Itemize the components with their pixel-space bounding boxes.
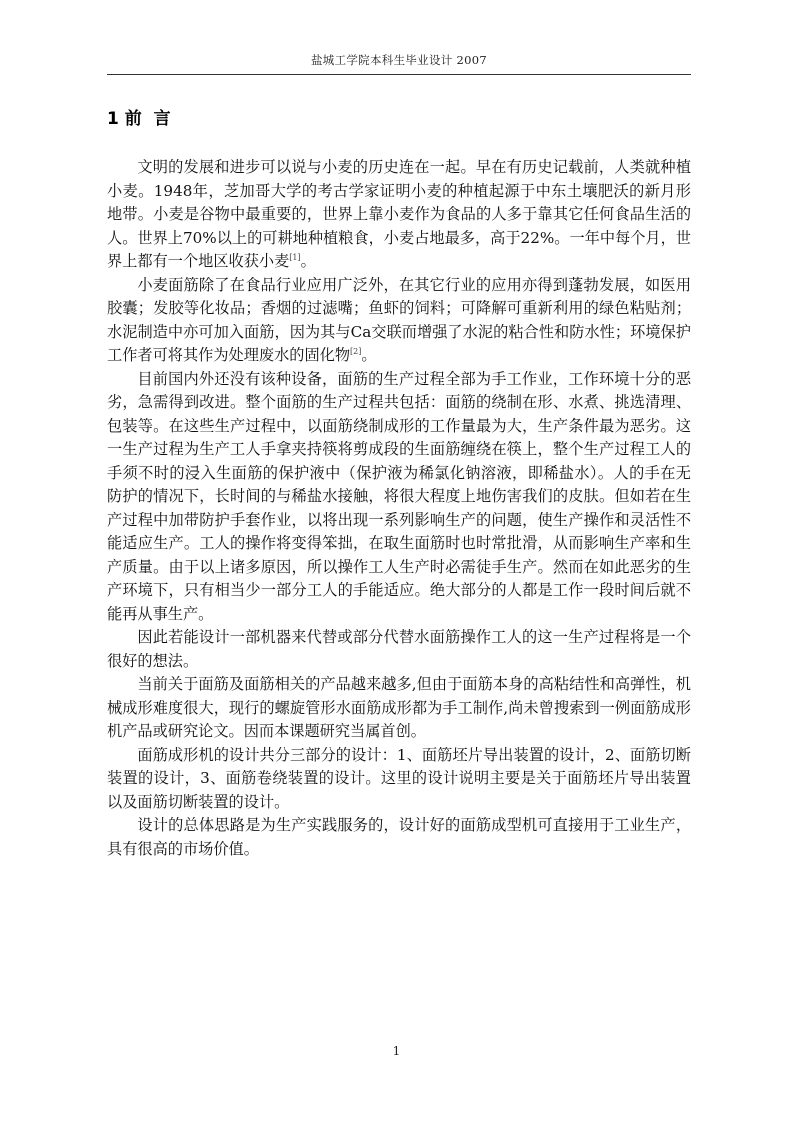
page-number: 1 <box>392 1044 401 1058</box>
paragraph: 因此若能设计一部机器来代替或部分代替水面筋操作工人的这一生产过程将是一个很好的想法。 <box>107 628 691 670</box>
citation: [1] <box>289 253 301 262</box>
paragraph: 目前国内外还没有该种设备，面筋的生产过程全部为手工作业，工作环境十分的恶劣，急需得到改进。整个面筋的生产过程共包括：面筋的绕制在形、水煮、挑选清理、包装等。在这些生产过程中，以面筋绕制成形的工作量最为大，生产条件最为恶劣。这一生产过程为生产工人手拿夹持筷将剪成段的生面筋缠绕在筷上，整个生产过程工人的手须不时的浸入生面筋的保护液中（保护液为稀氯化钠溶液，即稀盐水）。人的手在无防护的情况下，长时间的与稀盐水接触，将很大程度上地伤害我们的皮肤。但如若在生产过程中加带防护手套作业，以将出现一系列影响生产的问题，使生产操作和灵活性不能适应生产。工人的操作将变得笨拙，在取生面筋时也时常批滑，从而影响生产率和生产质量。由于以上诸多原因，所以操作工人生产时必需徒手生产。然而在如此恶劣的生产环境下，只有相当少一部分工人的手能适应。绝大部分的人都是工作一段时间后就不能再从事生产。 <box>107 369 691 623</box>
header-divider <box>107 74 691 75</box>
section-heading: 1 前 言 <box>107 109 171 129</box>
paragraph: 小麦面筋除了在食品行业应用广泛外，在其它行业的应用亦得到蓬勃发展，如医用胶囊；发胶等化妆品；香烟的过滤嘴；鱼虾的饲料；可降解可重新利用的绿色粘贴剂；水泥制造中亦可加入面筋，因为其与Ca交联而增强了水泥的粘合性和防水性；环境保护工作者可将其作为处理废水的固化物[2]。 <box>107 275 691 364</box>
paragraph: 设计的总体思路是为生产实践服务的，设计好的面筋成型机可直接用于工业生产，具有很高的市场价值。 <box>107 816 691 858</box>
citation: [2] <box>350 347 362 356</box>
paragraph: 面筋成形机的设计共分三部分的设计：1、面筋坯片导出装置的设计，2、面筋切断装置的设计，3、面筋卷绕装置的设计。这里的设计说明主要是关于面筋坯片导出装置以及面筋切断装置的设计。 <box>107 745 691 811</box>
running-header: 盐城工学院本科生毕业设计 2007 <box>310 53 488 67</box>
paragraph: 当前关于面筋及面筋相关的产品越来越多,但由于面筋本身的高粘结性和高弹性，机械成形难度很大，现行的螺旋管形水面筋成形都为手工制作,尚未曾搜索到一例面筋成形机产品或研究论文。因而本课题研究当属首创。 <box>107 675 691 740</box>
paragraph: 文明的发展和进步可以说与小麦的历史连在一起。早在有历史记载前，人类就种植小麦。1948年，芝加哥大学的考古学家证明小麦的种植起源于中东土壤肥沃的新月形地带。小麦是谷物中最重要的，世界上靠小麦作为食品的人多于靠其它任何食品生活的人。世界上70%以上的可耕地种植粮食，小麦占地最多，高于22%。一年中每个月，世界上都有一个地区收获小麦[1]。 <box>107 158 691 270</box>
body-text <box>107 156 691 861</box>
